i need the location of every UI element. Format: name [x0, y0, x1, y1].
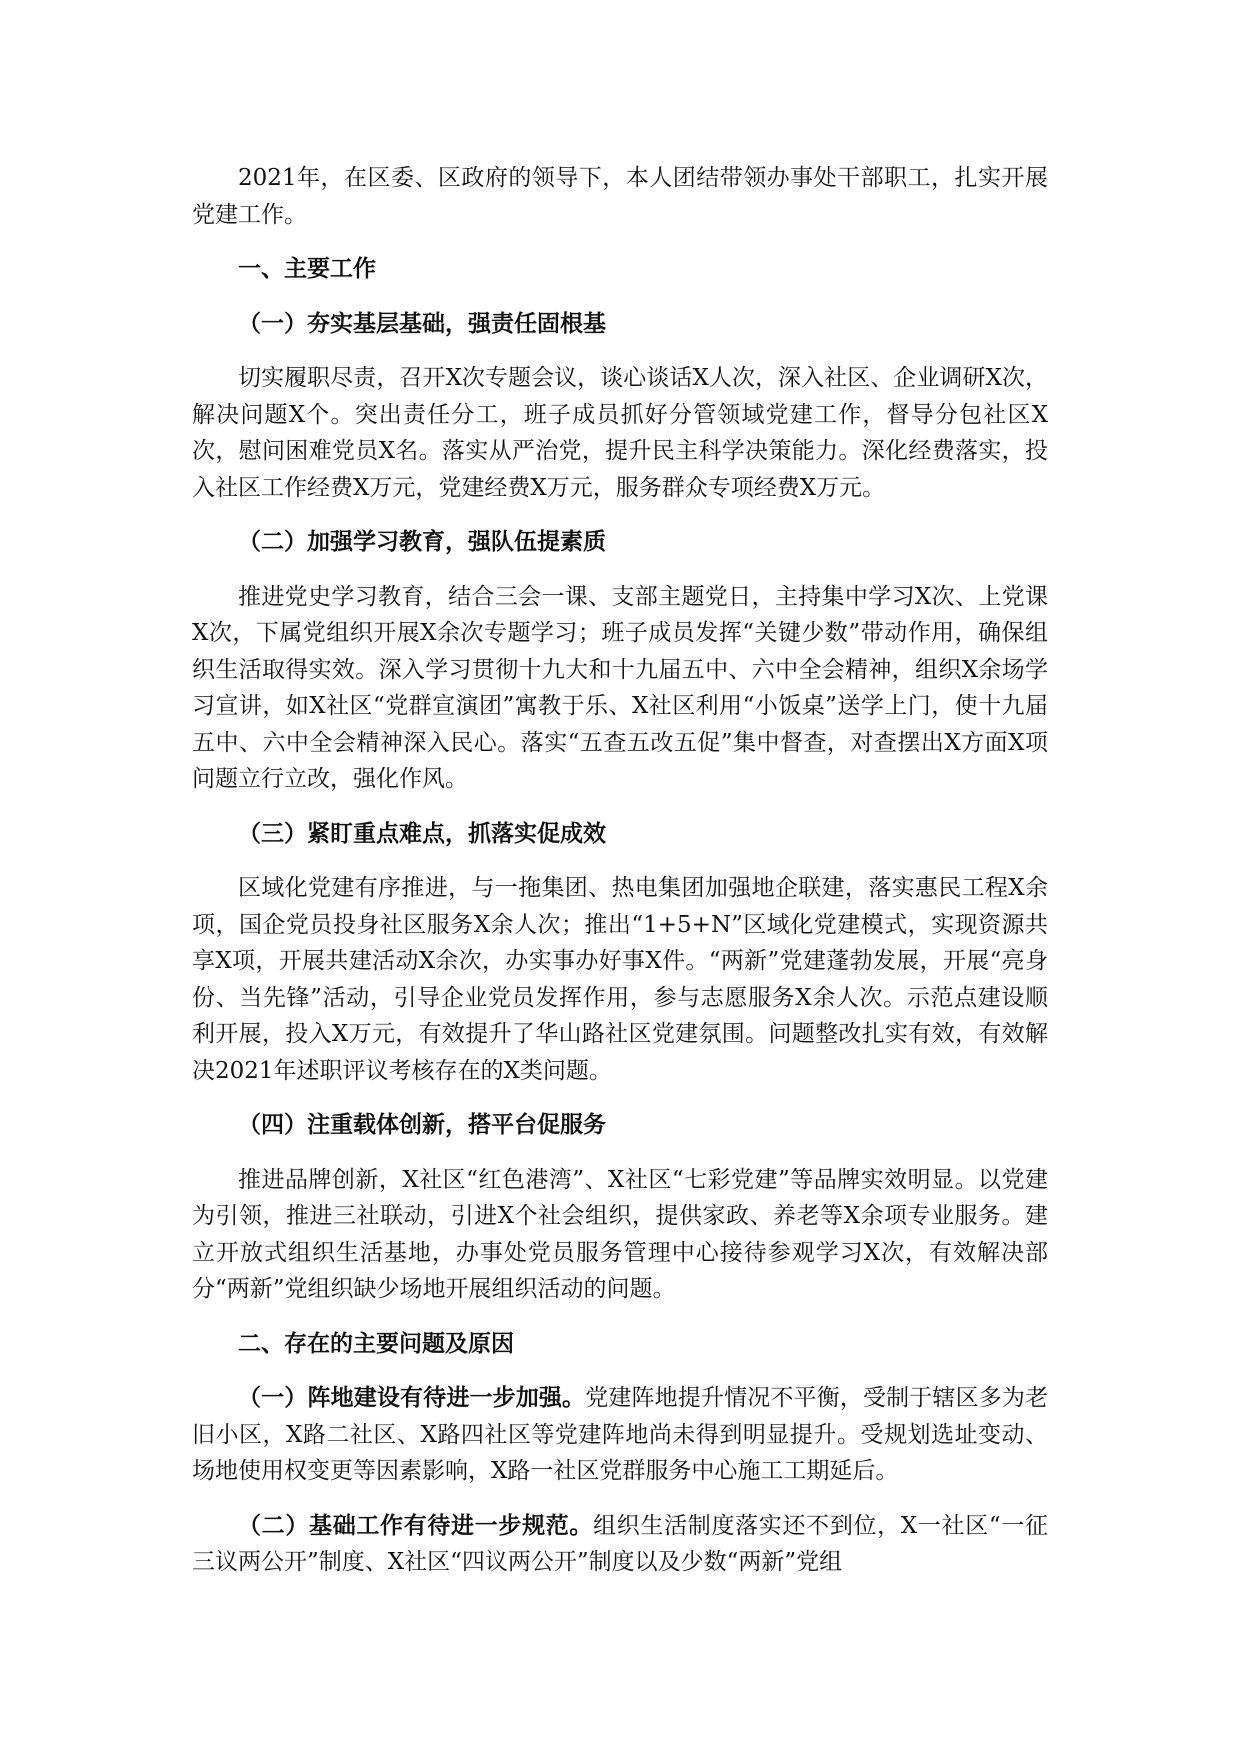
section-1-sub-4-body: 推进品牌创新，X社区“红色港湾”、X社区“七彩党建”等品牌实效明显。以党建为引领，推进三社联动，引进X个社会组织，提供家政、养老等X余项专业服务。建立开放式组织生活基地，办事处党员服务管理中心接待参观学习X次，有效解决部分“两新”党组织缺少场地开展组织活动的问题。: [192, 1166, 1048, 1302]
section-2-item-1-lead: （一）阵地建设有待进一步加强。: [238, 1384, 586, 1411]
section-1-heading: 一、主要工作: [238, 255, 376, 282]
section-1-sub-2-body: 推进党史学习教育，结合三会一课、支部主题党日，主持集中学习X次、上党课X次，下属党组织开展X余次专题学习；班子成员发挥“关键少数”带动作用，确保组织生活取得实效。深入学习贯彻十九大和十九届五中、六中全会精神，组织X余场学习宣讲，如X社区“党群宣演团”寓教于乐、X社区利用“小饭桌”送学上门，使十九届五中、六中全会精神深入民心。落实“五查五改五促”集中督查，对查摆出X方面X项问题立行立改，强化作风。: [192, 583, 1048, 792]
section-1-sub-3-body: 区域化党建有序推进，与一拖集团、热电集团加强地企联建，落实惠民工程X余项，国企党员投身社区服务X余人次；推出“1+5+N”区域化党建模式，实现资源共享X项，开展共建活动X余次，办实事办好事X件。“两新”党建蓬勃发展，开展“亮身份、当先锋”活动，引导企业党员发挥作用，参与志愿服务X余人次。示范点建设顺利开展，投入X万元，有效提升了华山路社区党建氛围。问题整改扎实有效，有效解决2021年述职评议考核存在的X类问题。: [192, 875, 1048, 1084]
section-2-item-1: [192, 1380, 1048, 1490]
section-2-item-2-lead: （二）基础工作有待进一步规范。: [238, 1511, 594, 1539]
section-2-item-2: [192, 1508, 1048, 1581]
intro-paragraph: 2021年，在区委、区政府的领导下，本人团结带领办事处干部职工，扎实开展党建工作。: [192, 165, 1048, 228]
section-2-heading: 二、存在的主要问题及原因: [238, 1329, 514, 1357]
section-2-item-2-body: 组织生活制度落实还不到位，X一社区“一征三议两公开”制度、X社区“四议两公开”制度以及少数“两新”党组: [192, 1512, 1049, 1575]
section-1-sub-3-heading: （三）紧盯重点难点，抓落实促成效: [238, 819, 606, 847]
section-1-sub-2-heading: （二）加强学习教育，强队伍提素质: [238, 528, 606, 555]
section-1-sub-1-heading: （一）夯实基层基础，强责任固根基: [238, 309, 606, 337]
section-2-item-1-body: 党建阵地提升情况不平衡，受制于辖区多为老旧小区，X路二社区、X路四社区等党建阵地尚未得到明显提升。受规划选址变动、场地使用权变更等因素影响，X路一社区党群服务中心施工工期延后。: [192, 1385, 1049, 1484]
section-1-sub-4-heading: （四）注重载体创新，搭平台促服务: [238, 1111, 606, 1138]
document-page: [192, 160, 1048, 1599]
section-1-sub-1-body: 切实履职尽责，召开X次专题会议，谈心谈话X人次，深入社区、企业调研X次，解决问题X个。突出责任分工，班子成员抓好分管领域党建工作，督导分包社区X次，慰问困难党员X名。落实从严治党，提升民主科学决策能力。深化经费落实，投入社区工作经费X万元，党建经费X万元，服务群众专项经费X万元。: [192, 365, 1048, 501]
